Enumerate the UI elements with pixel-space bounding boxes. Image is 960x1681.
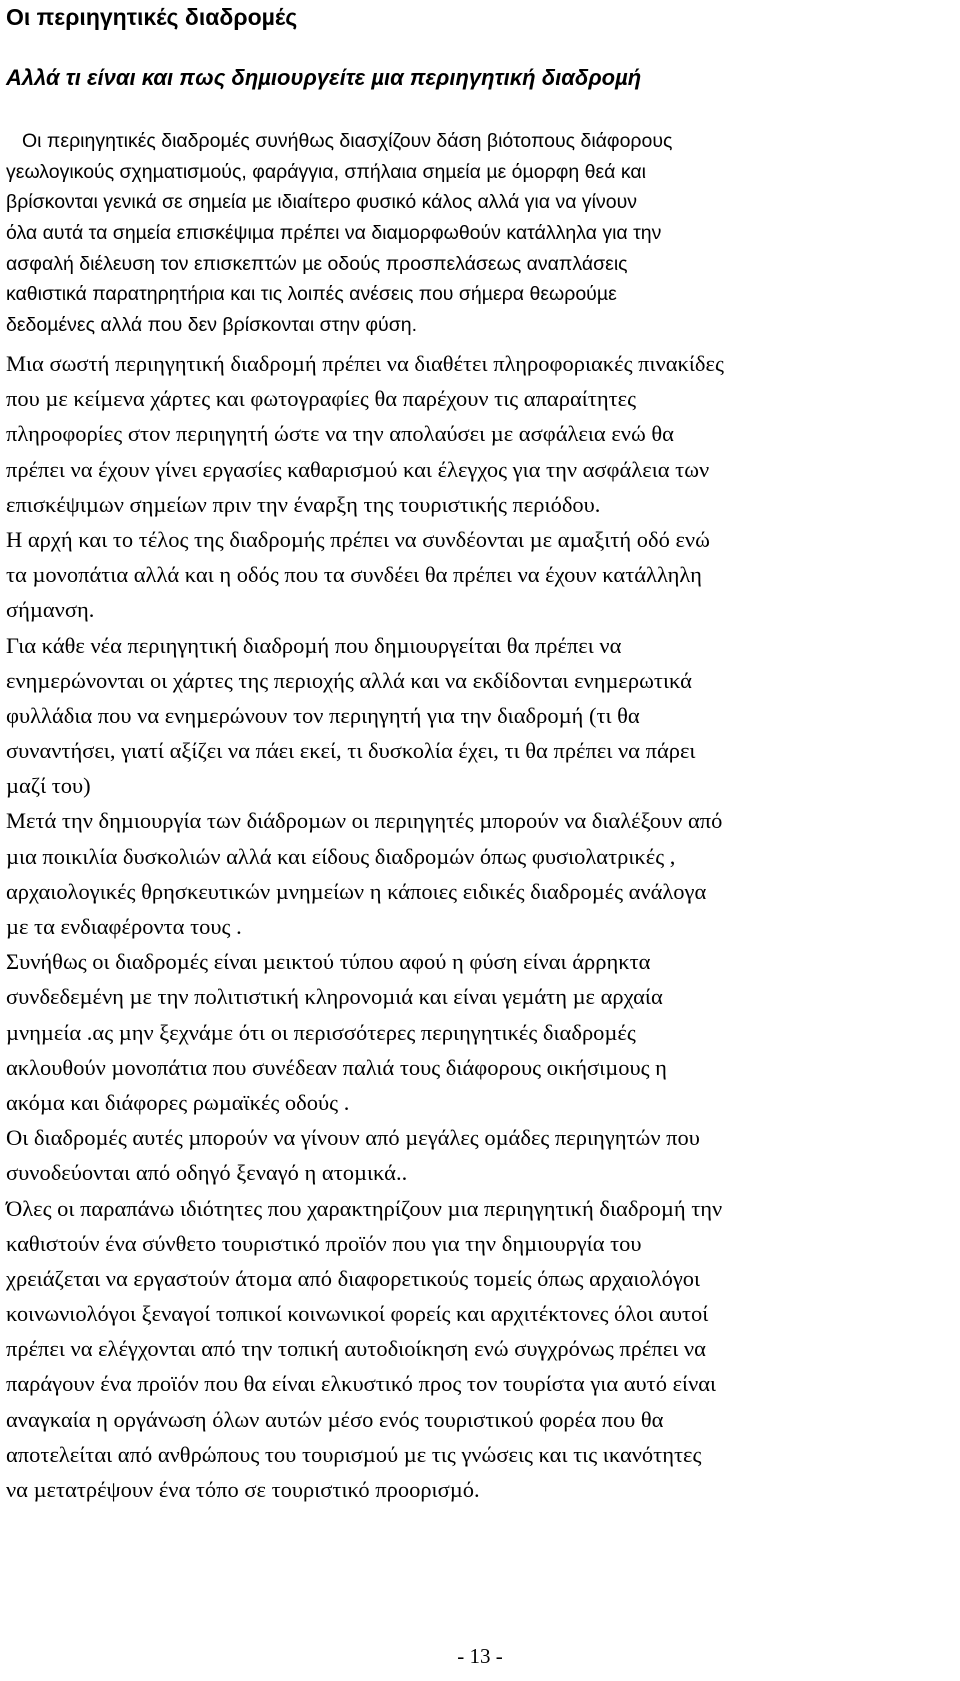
body-line: σήµανση. — [6, 597, 95, 623]
body-line: ακόµα και διάφορες ρωµαϊκές οδούς . — [6, 1089, 350, 1115]
body-line: που µε κείµενα χάρτες και φωτογραφίες θα παρέχουν τις απαραίτητες — [6, 386, 636, 412]
intro-line: βρίσκονται γενικά σε σηµεία µε ιδιαίτερο φυσικό κάλος αλλά για να γίνουν — [6, 191, 637, 214]
body-line: Για κάθε νέα περιηγητική διαδροµή που δηµιουργείται θα πρέπει να — [6, 632, 622, 658]
body-line: πληροφορίες στον περιηγητή ώστε να την απολαύσει µε ασφάλεια ενώ θα — [6, 421, 674, 447]
body-line: συνοδεύονται από οδηγό ξεναγό η ατοµικά.. — [6, 1160, 408, 1186]
intro-line: Οι περιηγητικές διαδροµές συνήθως διασχίζουν δάση βιότοπους διάφορους — [22, 130, 673, 152]
body-text — [6, 346, 958, 1507]
body-line: παράγουν ένα προϊόν που θα είναι ελκυστικό προς τον τουρίστα για αυτό είναι — [6, 1371, 717, 1397]
body-line: να µετατρέψουν ένα τόπο σε τουριστικό προορισµό. — [6, 1477, 480, 1502]
page-number: - 13 - — [457, 1644, 503, 1668]
intro-paragraph — [6, 126, 958, 341]
body-line: χρειάζεται να εργαστούν άτοµα από διαφορετικούς τοµείς όπως αρχαιολόγοι — [6, 1265, 701, 1291]
body-line: Οι διαδροµές αυτές µπορούν να γίνουν από µεγάλες οµάδες περιηγητών που — [6, 1125, 700, 1151]
body-line: πρέπει να έχουν γίνει εργασίες καθαρισµού και έλεγχος για την ασφάλεια των — [6, 456, 710, 482]
body-line: µνηµεία .ας µην ξεχνάµε ότι οι περισσότερες περιηγητικές διαδροµές — [6, 1019, 636, 1045]
intro-line: δεδοµένες αλλά που δεν βρίσκονται στην φύση. — [6, 314, 418, 337]
body-line: αποτελείται από ανθρώπους του τουρισµού µε τις γνώσεις και τις ικανότητες — [6, 1441, 702, 1467]
body-line: συναντήσει, γιατί αξίζει να πάει εκεί, τι δυσκολία έχει, τι θα πρέπει να πάρει — [6, 738, 696, 764]
body-line: Μετά την δηµιουργία των διάδροµων οι περιηγητές µπορούν να διαλέξουν από — [6, 808, 723, 834]
body-line: συνδεδεµένη µε την πολιτιστική κληρονοµιά και είναι γεµάτη µε αρχαία — [6, 984, 663, 1010]
body-line: αρχαιολογικές θρησκευτικών µνηµείων η κάποιες ειδικές διαδροµές ανάλογα — [6, 878, 707, 904]
body-line: ακλουθούν µονοπάτια που συνέδεαν παλιά τους διάφορους οικήσιµους η — [6, 1054, 667, 1080]
body-line: Όλες οι παραπάνω ιδιότητες που χαρακτηρίζουν µια περιηγητική διαδροµή την — [6, 1195, 723, 1221]
body-line: Συνήθως οι διαδροµές είναι µεικτού τύπου αφού η φύση είναι άρρηκτα — [6, 949, 651, 975]
body-line: µαζί του) — [6, 773, 91, 799]
page-title: Οι περιηγητικές διαδροµές — [6, 4, 298, 30]
body-line: µια ποικιλία δυσκολιών αλλά και είδους διαδροµών όπως φυσιολατρικές , — [6, 843, 676, 869]
body-line: ενηµερώνονται οι χάρτες της περιοχής αλλά και να εκδίδονται ενηµερωτικά — [6, 667, 692, 693]
body-line: Η αρχή και το τέλος της διαδροµής πρέπει να συνδέονται µε αµαξιτή οδό ενώ — [6, 526, 710, 552]
body-line: Μια σωστή περιηγητική διαδροµή πρέπει να διαθέτει πληροφοριακές πινακίδες — [6, 351, 724, 376]
body-line: πρέπει να ελέγχονται από την τοπική αυτοδιοίκηση ενώ συγχρόνως πρέπει να — [6, 1336, 706, 1362]
section-subtitle: Αλλά τι είναι και πως δηµιουργείτε µια περιηγητική διαδροµή — [6, 65, 642, 90]
body-line: καθιστούν ένα σύνθετο τουριστικό προϊόν που για την δηµιουργία του — [6, 1230, 642, 1256]
body-line: κοινωνιολόγοι ξεναγοί τοπικοί κοινωνικοί φορείς και αρχιτέκτονες όλοι αυτοί — [6, 1301, 709, 1327]
body-line: τα µονοπάτια αλλά και η οδός που τα συνδέει θα πρέπει να έχουν κατάλληλη — [6, 562, 702, 588]
body-line: αναγκαία η οργάνωση όλων αυτών µέσο ενός τουριστικού φορέα που θα — [6, 1406, 664, 1432]
body-line: µε τα ενδιαφέροντα τους . — [6, 914, 242, 939]
intro-line: ασφαλή διέλευση τον επισκεπτών µε οδούς προσπελάσεως αναπλάσεις — [6, 252, 628, 275]
body-line: φυλλάδια που να ενηµερώνουν τον περιηγητή για την διαδροµή (τι θα — [6, 702, 640, 728]
intro-line: όλα αυτά τα σηµεία επισκέψιµα πρέπει να διαµορφωθούν κατάλληλα για την — [6, 222, 662, 245]
intro-line: γεωλογικούς σχηµατισµούς, φαράγγια, σπήλαια σηµεία µε όµορφη θεά και — [6, 160, 646, 183]
body-line: επισκέψιµων σηµείων πριν την έναρξη της τουριστικής περιόδου. — [6, 491, 601, 517]
intro-line: καθιστικά παρατηρητήρια και τις λοιπές ανέσεις που σήµερα θεωρούµε — [6, 283, 617, 306]
